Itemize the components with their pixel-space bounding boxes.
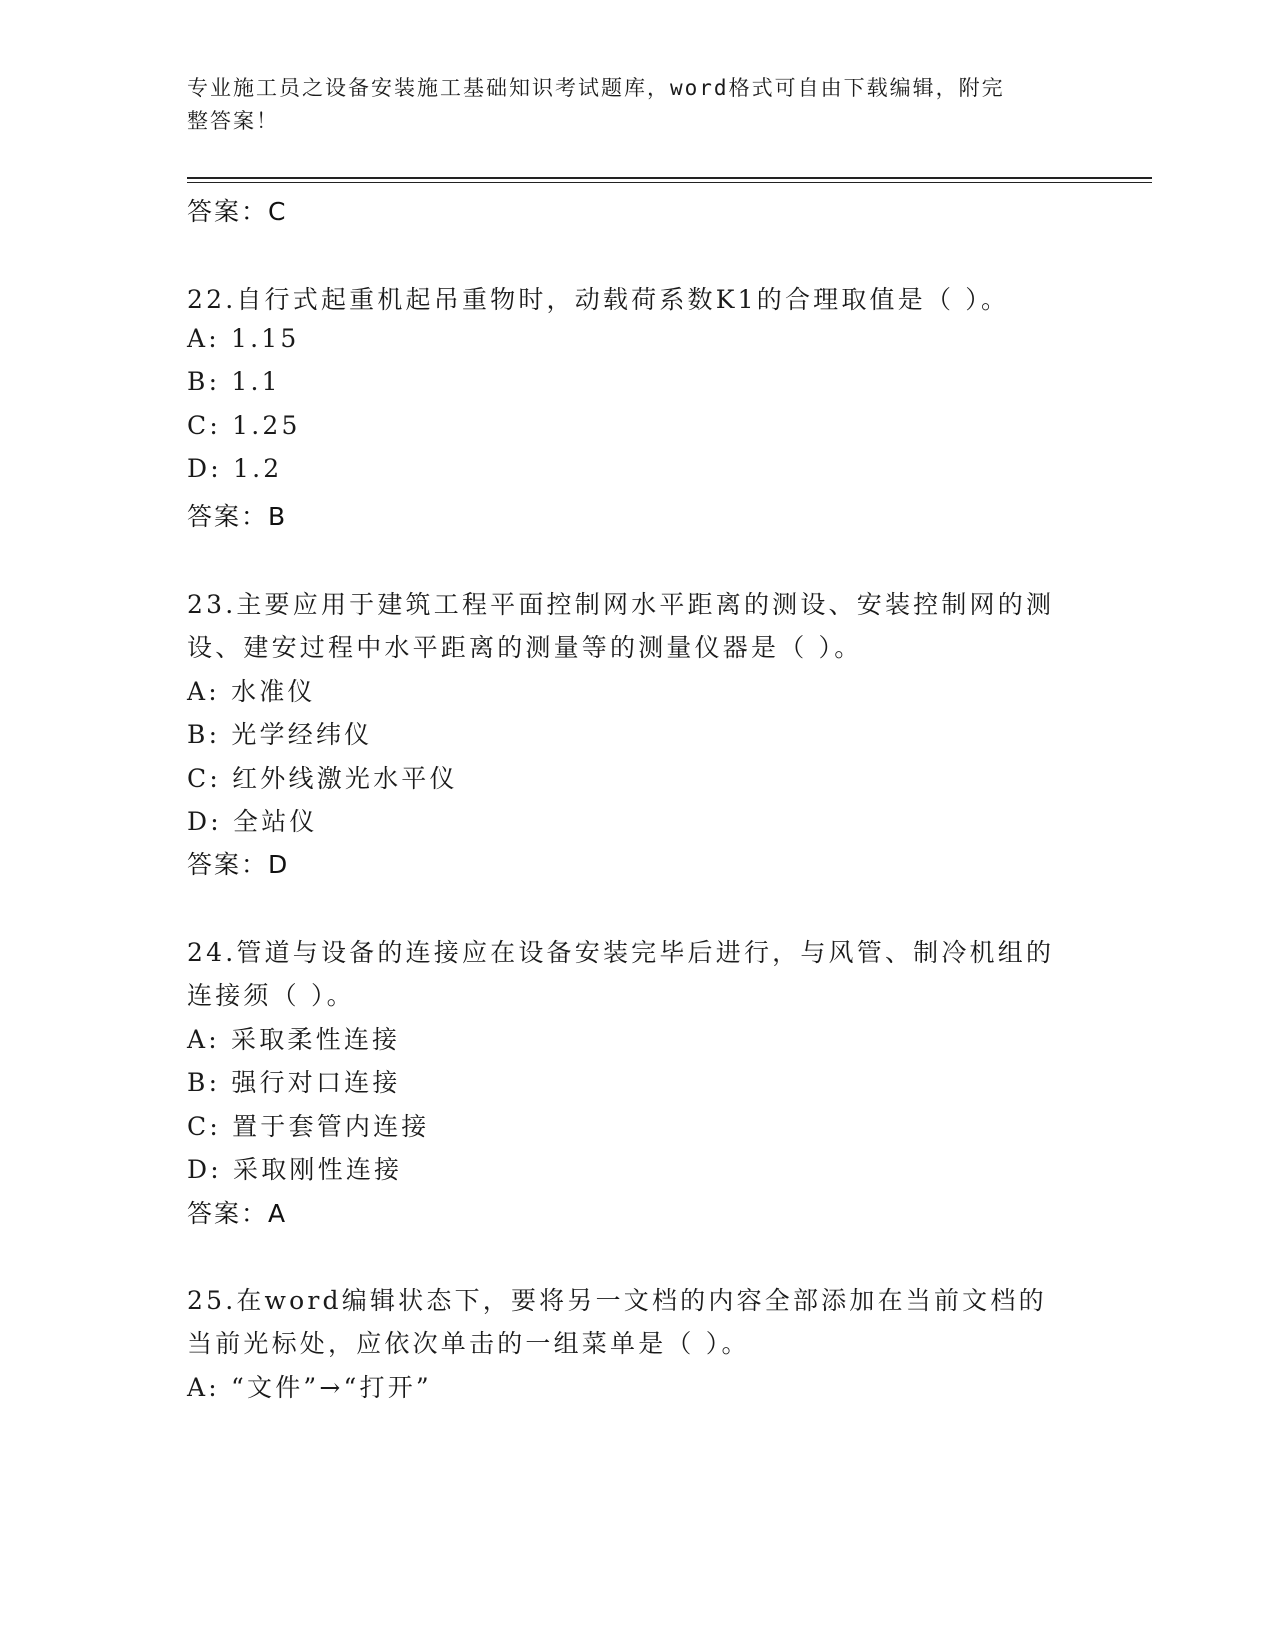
question-25-line-2: 当前光标处，应依次单击的一组菜单是（ ）。 xyxy=(187,1329,750,1358)
q24-option-a: A: 采取柔性连接 xyxy=(187,1025,401,1054)
question-24-line-2: 连接须（ ）。 xyxy=(187,981,355,1010)
q23-option-b: B: 光学经纬仪 xyxy=(187,720,373,749)
header-line-1: 专业施工员之设备安装施工基础知识考试题库，word格式可自由下载编辑，附完 xyxy=(187,76,1005,100)
q25-option-a: A: “文件”→“打开” xyxy=(187,1373,432,1402)
q23-answer: 答案：D xyxy=(187,850,290,879)
q22-option-c: C: 1.25 xyxy=(187,411,301,440)
q22-answer: 答案：B xyxy=(187,502,288,531)
q24-option-d: D: 采取刚性连接 xyxy=(187,1155,403,1184)
q23-option-d: D: 全站仪 xyxy=(187,807,318,836)
q22-option-b: B: 1.1 xyxy=(187,367,281,396)
header-rule-thin xyxy=(187,182,1152,183)
q22-option-a: A: 1.15 xyxy=(187,324,300,353)
q24-option-b: B: 强行对口连接 xyxy=(187,1068,401,1097)
header-rule-thick xyxy=(187,177,1152,179)
question-23-line-1: 23.主要应用于建筑工程平面控制网水平距离的测设、安装控制网的测 xyxy=(187,590,1055,619)
question-24-line-1: 24.管道与设备的连接应在设备安装完毕后进行，与风管、制冷机组的 xyxy=(187,938,1055,967)
question-22: 22.自行式起重机起吊重物时，动载荷系数K1的合理取值是（ ）。 xyxy=(187,285,1010,314)
header-line-2: 整答案！ xyxy=(187,109,279,133)
previous-answer: 答案：C xyxy=(187,197,288,226)
q24-answer: 答案：A xyxy=(187,1199,288,1228)
q23-option-a: A: 水准仪 xyxy=(187,677,316,706)
document-header xyxy=(187,72,1067,138)
question-25-line-1: 25.在word编辑状态下，要将另一文档的内容全部添加在当前文档的 xyxy=(187,1286,1047,1315)
q23-option-c: C: 红外线激光水平仪 xyxy=(187,764,458,793)
question-23-line-2: 设、建安过程中水平距离的测量等的测量仪器是（ ）。 xyxy=(187,633,863,662)
q24-option-c: C: 置于套管内连接 xyxy=(187,1112,430,1141)
q22-option-d: D: 1.2 xyxy=(187,454,283,483)
